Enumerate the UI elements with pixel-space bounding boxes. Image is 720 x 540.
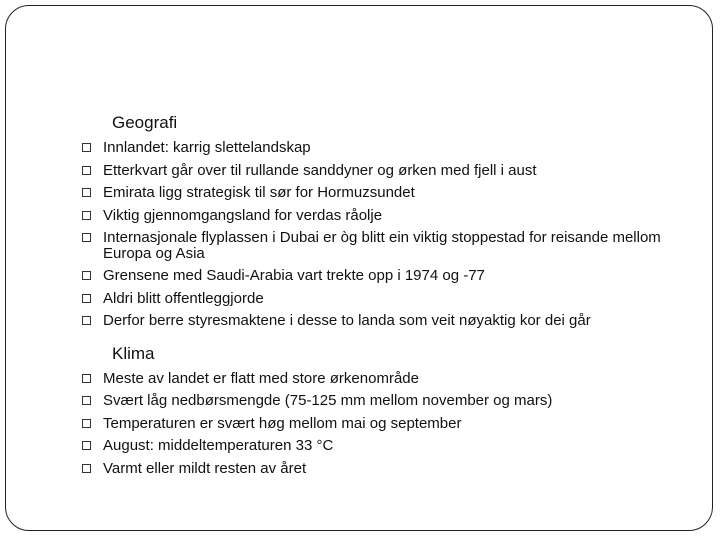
checkbox-bullet-icon (82, 188, 91, 197)
list-item (82, 438, 692, 454)
checkbox-bullet-icon (82, 396, 91, 405)
list-item-text: Varmt eller mildt resten av året (103, 459, 307, 477)
list-item-text: Emirata ligg strategisk til sør for Hormuzsundet (103, 184, 415, 201)
list-item (82, 393, 692, 409)
checkbox-bullet-icon (82, 233, 91, 242)
list-item-text: Grensene med Saudi-Arabia vart trekte opp i 1974 og -77 (103, 267, 485, 284)
list-item-text: Svært låg nedbørsmengde (75-125 mm mellom november og mars) (103, 392, 553, 409)
list-item-text: Meste av landet er flatt med store ørkenområde (103, 369, 419, 387)
slide-content (82, 112, 692, 483)
list-item (82, 268, 692, 284)
checkbox-bullet-icon (82, 419, 91, 428)
checkbox-bullet-icon (82, 271, 91, 280)
list-item-text: August: middeltemperaturen 33 °C (103, 437, 334, 454)
checkbox-bullet-icon (82, 441, 91, 450)
checkbox-bullet-icon (82, 211, 91, 220)
klima-list (82, 371, 692, 477)
geografi-list (82, 140, 692, 329)
list-item (82, 313, 692, 329)
list-item (82, 140, 692, 156)
list-item-text: Aldri blitt offentleggjorde (103, 289, 264, 307)
list-item (82, 230, 692, 261)
checkbox-bullet-icon (82, 464, 91, 473)
list-item-text: Innlandet: karrig slettelandskap (103, 139, 311, 156)
checkbox-bullet-icon (82, 374, 91, 383)
list-item (82, 208, 692, 224)
list-item (82, 185, 692, 201)
geografi-heading: Geografi (112, 113, 178, 132)
list-item (82, 416, 692, 432)
checkbox-bullet-icon (82, 143, 91, 152)
list-item (82, 371, 692, 387)
list-item (82, 163, 692, 179)
checkbox-bullet-icon (82, 294, 91, 303)
list-item-text: Etterkvart går over til rullande sanddyner og ørken med fjell i aust (103, 161, 537, 179)
list-item-text: Internasjonale flyplassen i Dubai er òg blitt ein viktig stoppestad for reisande mellom Europa og Asia (103, 229, 661, 262)
klima-heading: Klima (112, 343, 155, 363)
checkbox-bullet-icon (82, 166, 91, 175)
list-item (82, 461, 692, 477)
list-item (82, 291, 692, 307)
list-item-text: Viktig gjennomgangsland for verdas råolje (103, 206, 383, 224)
list-item-text: Derfor berre styresmaktene i desse to landa som veit nøyaktig kor dei går (103, 312, 591, 329)
list-item-text: Temperaturen er svært høg mellom mai og september (103, 414, 462, 432)
checkbox-bullet-icon (82, 316, 91, 325)
